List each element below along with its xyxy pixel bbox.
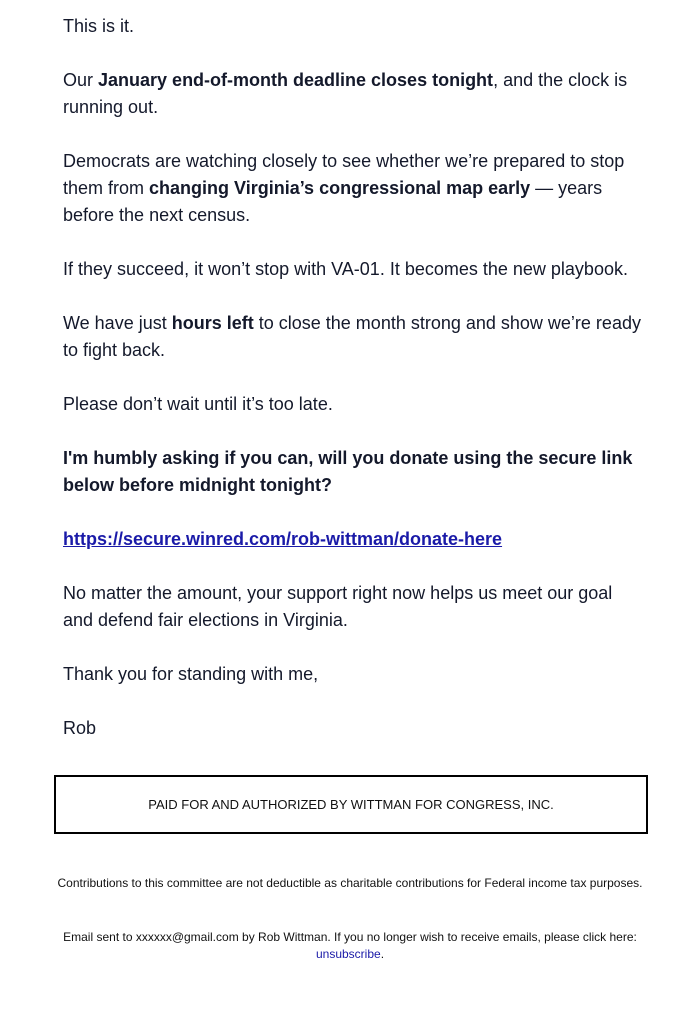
- bold-text: changing Virginia’s congressional map early: [149, 178, 531, 198]
- paragraph-democrats: [63, 148, 643, 229]
- email-body: [63, 13, 643, 769]
- paragraph-link: [63, 526, 643, 553]
- paragraph-support: No matter the amount, your support right now helps us meet our goal and defend fair elections in Virginia.: [63, 583, 613, 630]
- paragraph-playbook: If they succeed, it won’t stop with VA-01. It becomes the new playbook.: [63, 259, 628, 279]
- donate-link[interactable]: https://secure.winred.com/rob-wittman/donate-here: [63, 529, 503, 549]
- bold-text: hours left: [171, 313, 254, 333]
- paid-for-disclaimer-box: [54, 775, 648, 834]
- paragraph-deadline: [63, 67, 643, 121]
- sent-to-notice: [55, 929, 645, 963]
- text: — years before the next census.: [63, 178, 603, 225]
- tax-disclaimer: Contributions to this committee are not deductible as charitable contributions for Federal income tax purposes.: [57, 876, 643, 890]
- paid-for-text: PAID FOR AND AUTHORIZED BY WITTMAN FOR CONGRESS, INC.: [148, 797, 554, 812]
- sent-to-text: Email sent to xxxxxx@gmail.com by Rob Wittman. If you no longer wish to receive emails, please click here:: [63, 930, 637, 944]
- text: We have just: [63, 313, 172, 333]
- signature: Rob: [63, 718, 97, 738]
- paragraph-thanks: Thank you for standing with me,: [63, 664, 319, 684]
- text: Our: [63, 70, 99, 90]
- text: , and the clock is running out.: [63, 70, 628, 117]
- paragraph-hours-left: [63, 310, 643, 364]
- bold-text: January end-of-month deadline closes tonight: [98, 70, 494, 90]
- paragraph-dont-wait: Please don’t wait until it’s too late.: [63, 394, 333, 414]
- paragraph-ask: [63, 445, 643, 499]
- text: to close the month strong and show we’re ready to fight back.: [63, 313, 641, 360]
- unsubscribe-link[interactable]: unsubscribe: [315, 947, 381, 961]
- period: .: [380, 947, 385, 961]
- text: Democrats are watching closely to see whether we’re prepared to stop them from: [63, 151, 625, 198]
- bold-text: I'm humbly asking if you can, will you donate using the secure link below before midnight tonight?: [63, 448, 633, 495]
- paragraph-intro: This is it.: [63, 16, 135, 36]
